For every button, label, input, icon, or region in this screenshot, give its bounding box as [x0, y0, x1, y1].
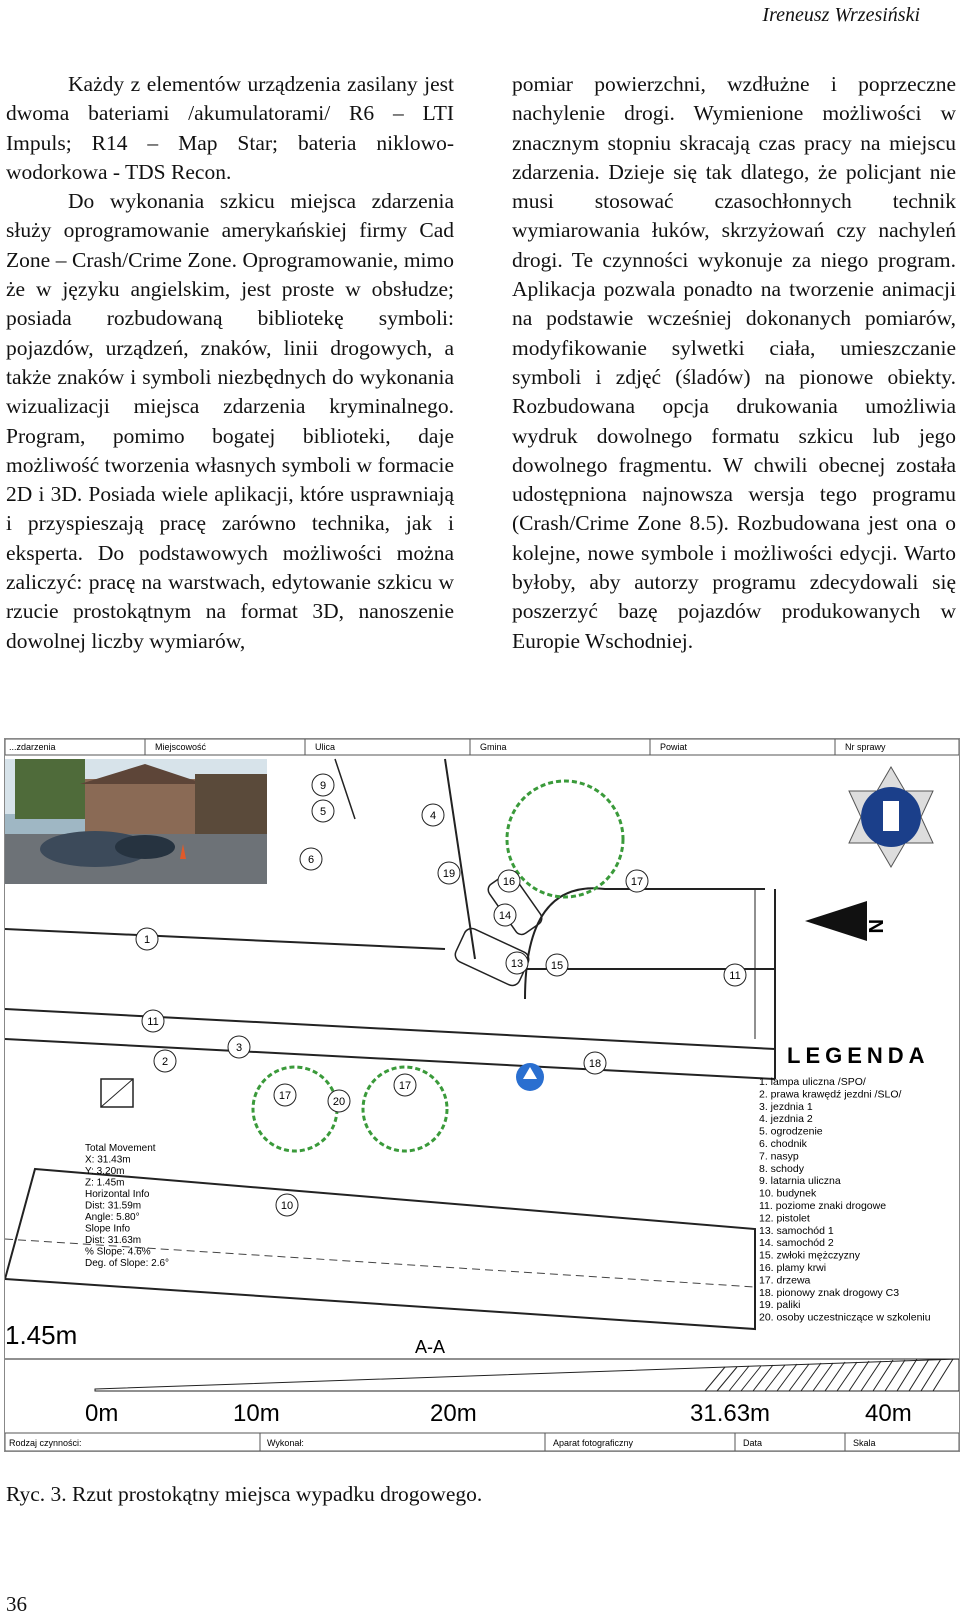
paragraph: pomiar powierzchni, wzdłużne i poprzeczne nachylenie drogi. Wymienione możliwości w znacznym stopniu skracają czas pracy na miejscu zdarzenia. Dzieje się tak dlatego, że policjant nie musi stosować czasochłonnych technik wymiarowania łuków, skrzyżowań czy nachyleń drogi. Te czynności wykonuje za niego program. Aplikacja pozwala ponadto na tworzenie animacji na podstawie wcześniej dokonanych pomiarów, modyfikowanie sylwetki ciała, umieszczanie symboli i zdjęć (śladów) na pionowe obiekty. Rozbudowana opcja drukowania umożliwia wydruk dowolnego formatu szkicu lub jego dowolnego fragmentu. W chwili obecnej została udostępniona najnowsza wersja tego programu (Crash/Crime Zone 8.5). Rozbudowana jest ona o kolejne, nowe symbole i możliwości edycji. Warto byłoby, aby autorzy programu zdecydowali się poszerzyć bazę pojazdów produkowanych w Europie Wschodniej. [512, 72, 956, 653]
marker-17-icon [274, 1084, 296, 1106]
figure-caption: Ryc. 3. Rzut prostokątny miejsca wypadku drogowego. [6, 1482, 483, 1506]
sketch-svg [5, 739, 959, 1451]
header-cell-street: Ulica [315, 742, 336, 752]
header-cell-district: Powiat [660, 742, 688, 752]
scale-label-10: 10m [233, 1400, 280, 1427]
legend-item: 18. pionowy znak drogowy C3 [759, 1286, 900, 1299]
movement-info-line: Slope Info [85, 1223, 131, 1235]
road-sign-c3-icon [516, 1063, 544, 1091]
legend-item: 7. nasyp [759, 1150, 799, 1163]
marker-label: 18 [588, 1058, 602, 1070]
legend-item: 3. jezdnia 1 [759, 1100, 813, 1113]
legend-item: 14. samochód 2 [759, 1237, 834, 1250]
height-label: 1.45m [5, 1320, 78, 1350]
footer-cell-camera: Aparat fotograficzny [553, 1438, 634, 1448]
marker-18-icon [584, 1052, 606, 1074]
tree-icon [253, 1067, 337, 1151]
marker-label: 15 [550, 960, 564, 972]
marker-2-icon [154, 1050, 176, 1072]
scale-label-31: 31.63m [690, 1400, 771, 1427]
marker-9-icon [312, 774, 334, 796]
marker-label: 14 [498, 910, 512, 922]
legend-item: 1. lampa uliczna /SPO/ [759, 1076, 866, 1088]
header-cell-town: Miejscowość [155, 742, 207, 752]
legend-item: 19. paliki [759, 1299, 801, 1312]
legend-item: 15. zwłoki mężczyzny [759, 1249, 860, 1262]
right-column [512, 70, 956, 656]
marker-13-icon [506, 952, 528, 974]
legend-title: LEGENDA [787, 1043, 930, 1068]
scale-label-20: 20m [430, 1400, 477, 1427]
marker-label: 6 [307, 854, 315, 866]
paragraph: Każdy z elementów urządzenia zasilany jest dwoma bateriami /akumulatorami/ R6 – LTI Impuls; R14 – Map Star; bateria niklowo-wodorkowa - TDS Recon. [6, 72, 454, 184]
section-marker-icon [101, 1079, 133, 1107]
movement-info-line: Dist: 31.59m [85, 1200, 142, 1212]
legend-item: 5. ogrodzenie [759, 1125, 823, 1138]
movement-info-line: % Slope: 4.6% [85, 1246, 151, 1258]
footer-cell-date: Data [743, 1438, 763, 1448]
marker-15-icon [546, 954, 568, 976]
marker-3-icon [228, 1036, 250, 1058]
marker-11-icon [724, 964, 746, 986]
marker-label: 19 [442, 868, 456, 880]
marker-label: 9 [319, 780, 327, 792]
accident-scene-sketch [4, 738, 960, 1452]
page-number: 36 [6, 1592, 27, 1616]
marker-5-icon [312, 800, 334, 822]
legend-item: 13. samochód 1 [759, 1224, 834, 1237]
north-label: N [864, 919, 886, 934]
marker-label: 2 [161, 1056, 169, 1068]
legend-item: 11. poziome znaki drogowe [759, 1200, 887, 1212]
legend-item: 8. schody [759, 1162, 804, 1175]
marker-10-icon [276, 1194, 298, 1216]
legend-item: 9. latarnia uliczna [759, 1175, 841, 1188]
marker-label: 10 [280, 1200, 294, 1212]
marker-17-icon [394, 1074, 416, 1096]
footer-cell-scale: Skala [853, 1438, 876, 1448]
marker-label: 11 [147, 1016, 159, 1028]
movement-info-line: X: 31.43m [85, 1154, 131, 1166]
marker-label: 11 [729, 970, 741, 982]
marker-label: 17 [630, 876, 644, 888]
marker-16-icon [498, 870, 520, 892]
footer-cell-activity: Rodzaj czynności: [9, 1438, 82, 1448]
header-cell-commune: Gmina [480, 742, 507, 752]
header-cell-date: ...zdarzenia [9, 742, 56, 752]
marker-1-icon [136, 928, 158, 950]
scale-label-0: 0m [85, 1400, 119, 1427]
marker-20-icon [328, 1090, 350, 1112]
movement-info-line: Horizontal Info [85, 1189, 150, 1200]
marker-label: 5 [319, 806, 327, 818]
header-cell-case-no: Nr sprawy [845, 742, 886, 752]
legend-item: 20. osoby uczestniczące w szkoleniu [759, 1311, 931, 1324]
paragraph: Do wykonania szkicu miejsca zdarzenia służy oprogramowanie amerykańskiej firmy Cad Zone – Crash/Crime Zone. Oprogramowanie, mimo że w języku angielskim, jest proste w obsłudze; posiada rozbudowaną bibliotekę symboli: pojazdów, urządzeń, znaków, linii drogowych, a także znaków i symboli niezbędnych do wykonania wizualizacji miejsca zdarzenia kryminalnego. Program, pomimo bogatej biblioteki, daje możliwość tworzenia własnych symboli w formacie 2D i 3D. Posiada wiele aplikacji, które usprawniają i przyspieszają pracę zarówno technika, jak i eksperta. Do podstawowych możliwości można zaliczyć: pracę na warstwach, edytowanie szkicu w rzucie prostokątnym na format 3D, nanoszenie dowolnej liczby wymiarów, [6, 189, 454, 653]
legend-item: 6. chodnik [759, 1138, 807, 1150]
movement-info-line: Deg. of Slope: 2.6° [85, 1258, 170, 1269]
marker-label: 17 [278, 1090, 292, 1102]
legend-item: 12. pistolet [759, 1212, 810, 1225]
movement-info-line: Y: 3.20m [85, 1166, 125, 1177]
tree-icon [507, 781, 623, 897]
movement-info-line: Total Movement [85, 1143, 156, 1154]
marker-label: 1 [143, 934, 151, 946]
marker-label: 20 [332, 1096, 346, 1108]
marker-6-icon [300, 848, 322, 870]
movement-info-line: Angle: 5.80° [85, 1212, 140, 1223]
marker-4-icon [422, 804, 444, 826]
marker-label: 4 [429, 810, 437, 822]
marker-label: 3 [235, 1042, 243, 1054]
footer-cell-author: Wykonał: [267, 1438, 304, 1448]
legend-list [759, 1076, 931, 1324]
marker-14-icon [494, 904, 516, 926]
police-emblem-icon [849, 767, 933, 867]
marker-19-icon [438, 862, 460, 884]
north-arrow-icon [805, 901, 886, 941]
marker-17-icon [626, 870, 648, 892]
movement-info-line: Z: 1.45m [85, 1177, 125, 1189]
scale-label-40: 40m [865, 1400, 912, 1427]
legend-item: 16. plamy krwi [759, 1262, 827, 1274]
legend-item: 2. prawa krawędź jezdni /SLO/ [759, 1088, 902, 1101]
section-label: A-A [415, 1337, 446, 1357]
marker-label: 16 [502, 876, 516, 888]
left-column [6, 70, 454, 656]
marker-11-icon [142, 1010, 164, 1032]
scene-photo [5, 759, 267, 884]
legend-item: 4. jezdnia 2 [759, 1113, 813, 1126]
running-head-author: Ireneusz Wrzesiński [762, 4, 920, 26]
marker-label: 17 [398, 1080, 412, 1092]
legend-item: 17. drzewa [759, 1274, 811, 1287]
marker-label: 13 [510, 958, 524, 970]
movement-info-line: Dist: 31.63m [85, 1235, 142, 1246]
legend-item: 10. budynek [759, 1187, 817, 1200]
